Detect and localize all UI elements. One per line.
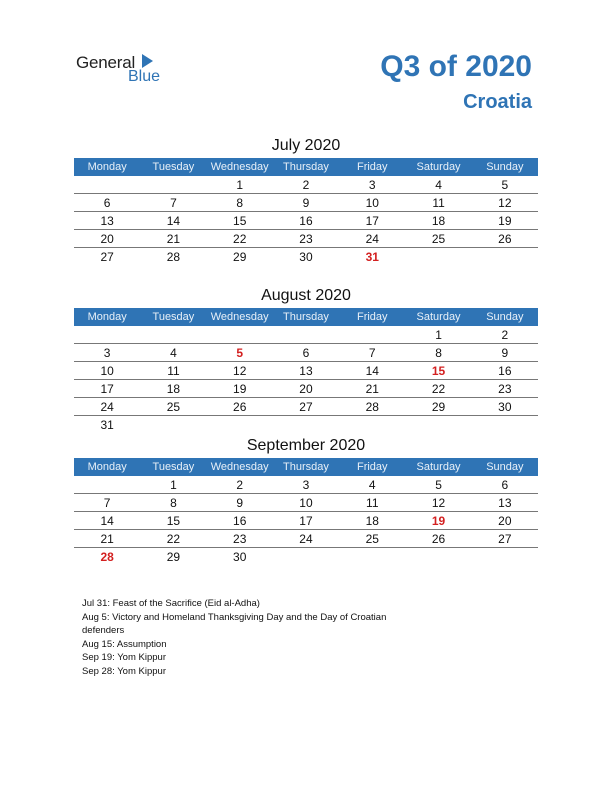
day-cell: 3 — [273, 476, 339, 494]
day-cell: 2 — [472, 326, 538, 344]
day-cell: 12 — [405, 494, 471, 512]
day-cell: 31 — [100, 417, 114, 432]
holiday-note: Jul 31: Feast of the Sacrifice (Eid al-Adha) — [82, 598, 260, 609]
day-cell — [472, 548, 538, 566]
day-cell: 13 — [472, 494, 538, 512]
holiday-day-cell: 15 — [405, 362, 471, 380]
day-cell: 3 — [74, 344, 140, 362]
week-row — [74, 494, 538, 512]
weekday-header: Wednesday — [207, 158, 273, 176]
day-cell: 25 — [140, 398, 206, 416]
holiday-note: Aug 15: Assumption — [82, 638, 167, 650]
holiday-day-cell: 28 — [100, 549, 114, 564]
week-row — [74, 362, 538, 380]
weekday-header: Thursday — [273, 308, 339, 326]
holiday-day-cell: 31 — [365, 249, 379, 264]
weekday-header: Wednesday — [207, 458, 273, 476]
day-cell: 24 — [273, 530, 339, 548]
day-cell — [140, 176, 206, 194]
day-cell — [472, 416, 538, 434]
day-cell: 4 — [140, 344, 206, 362]
day-cell: 10 — [273, 494, 339, 512]
day-cell: 6 — [74, 194, 140, 212]
day-cell: 25 — [339, 530, 405, 548]
day-cell: 8 — [405, 344, 471, 362]
weekday-header: Thursday — [273, 158, 339, 176]
day-cell: 16 — [472, 362, 538, 380]
day-cell: 14 — [74, 512, 140, 530]
weekday-header: Monday — [74, 458, 140, 476]
weekday-header: Wednesday — [207, 308, 273, 326]
day-cell — [74, 326, 140, 344]
day-cell: 15 — [207, 212, 273, 230]
holiday-note: Aug 5: Victory and Homeland Thanksgiving Day and the Day of Croatian defenders — [82, 611, 387, 636]
week-row — [74, 512, 538, 530]
day-cell: 20 — [472, 512, 538, 530]
day-cell — [207, 416, 273, 434]
day-cell: 10 — [339, 194, 405, 212]
day-cell: 24 — [74, 398, 140, 416]
weekday-header: Sunday — [472, 158, 538, 176]
day-cell — [273, 326, 339, 344]
weekday-header: Sunday — [472, 308, 538, 326]
day-cell — [339, 416, 405, 434]
day-cell: 17 — [339, 212, 405, 230]
day-cell: 26 — [207, 398, 273, 416]
weekday-header: Monday — [74, 308, 140, 326]
day-cell: 23 — [273, 230, 339, 248]
week-row — [74, 416, 538, 434]
holiday-day-cell: 5 — [207, 344, 273, 362]
day-cell: 6 — [472, 476, 538, 494]
day-cell: 14 — [339, 362, 405, 380]
day-cell: 18 — [405, 212, 471, 230]
day-cell: 30 — [299, 249, 313, 264]
day-cell: 22 — [405, 380, 471, 398]
day-cell — [405, 548, 471, 566]
day-cell: 26 — [405, 530, 471, 548]
weekday-header: Saturday — [405, 308, 471, 326]
day-cell — [207, 326, 273, 344]
day-cell: 27 — [273, 398, 339, 416]
week-row — [74, 380, 538, 398]
day-cell: 7 — [339, 344, 405, 362]
day-cell: 1 — [207, 176, 273, 194]
day-cell: 13 — [74, 212, 140, 230]
day-cell: 2 — [273, 176, 339, 194]
day-cell: 3 — [339, 176, 405, 194]
day-cell: 30 — [233, 549, 247, 564]
day-cell: 8 — [207, 194, 273, 212]
day-cell: 18 — [339, 512, 405, 530]
day-cell: 1 — [140, 476, 206, 494]
day-cell: 4 — [405, 176, 471, 194]
holiday-note: Sep 28: Yom Kippur — [82, 665, 166, 677]
month-title: July 2020 — [271, 137, 341, 154]
day-cell: 27 — [472, 530, 538, 548]
day-cell: 7 — [140, 194, 206, 212]
week-row — [74, 194, 538, 212]
day-cell: 12 — [472, 194, 538, 212]
weekday-header: Monday — [74, 158, 140, 176]
holiday-note: Sep 19: Yom Kippur — [82, 652, 166, 663]
day-cell — [74, 476, 140, 494]
brand-logo — [76, 53, 176, 89]
day-cell: 17 — [74, 380, 140, 398]
holiday-day-cell: 19 — [405, 512, 471, 530]
month-title: August 2020 — [261, 287, 351, 304]
day-cell: 12 — [207, 362, 273, 380]
week-row — [74, 530, 538, 548]
day-cell: 18 — [140, 380, 206, 398]
day-cell — [273, 548, 339, 566]
day-cell — [140, 416, 206, 434]
logo-general-text: General — [76, 53, 136, 72]
month-july — [74, 134, 538, 265]
day-cell: 19 — [207, 380, 273, 398]
month-september — [74, 434, 538, 565]
logo-blue-text: Blue — [128, 68, 161, 85]
week-row — [74, 548, 538, 566]
weekday-header: Friday — [339, 458, 405, 476]
day-cell: 16 — [273, 212, 339, 230]
weekday-header: Tuesday — [140, 308, 206, 326]
day-cell — [140, 326, 206, 344]
day-cell: 21 — [339, 380, 405, 398]
day-cell — [472, 248, 538, 266]
weekday-header: Thursday — [273, 458, 339, 476]
day-cell: 4 — [339, 476, 405, 494]
day-cell — [74, 176, 140, 194]
day-cell — [405, 416, 471, 434]
day-cell: 11 — [405, 194, 471, 212]
calendar-grid — [74, 308, 538, 433]
day-cell: 19 — [472, 212, 538, 230]
day-cell: 2 — [207, 476, 273, 494]
day-cell: 20 — [74, 230, 140, 248]
day-cell: 9 — [472, 344, 538, 362]
weekday-header: Friday — [339, 308, 405, 326]
week-row — [74, 212, 538, 230]
day-cell: 23 — [472, 380, 538, 398]
week-row — [74, 326, 538, 344]
calendar-grid — [74, 458, 538, 565]
day-cell: 5 — [472, 176, 538, 194]
day-cell: 9 — [273, 194, 339, 212]
day-cell: 29 — [233, 249, 247, 264]
day-cell: 28 — [339, 398, 405, 416]
day-cell: 6 — [273, 344, 339, 362]
day-cell: 24 — [339, 230, 405, 248]
weekday-header: Saturday — [405, 458, 471, 476]
day-cell: 20 — [273, 380, 339, 398]
day-cell: 15 — [140, 512, 206, 530]
day-cell — [339, 326, 405, 344]
day-cell: 30 — [472, 398, 538, 416]
day-cell — [273, 416, 339, 434]
holiday-notes — [82, 597, 422, 678]
weekday-header: Friday — [339, 158, 405, 176]
day-cell: 11 — [140, 362, 206, 380]
day-cell: 29 — [405, 398, 471, 416]
week-row — [74, 248, 538, 266]
day-cell: 22 — [207, 230, 273, 248]
week-row — [74, 476, 538, 494]
day-cell: 16 — [207, 512, 273, 530]
week-row — [74, 398, 538, 416]
day-cell: 25 — [405, 230, 471, 248]
weekday-header: Saturday — [405, 158, 471, 176]
day-cell: 8 — [140, 494, 206, 512]
page-title: Q3 of 2020 — [380, 50, 532, 83]
day-cell: 17 — [273, 512, 339, 530]
day-cell: 22 — [140, 530, 206, 548]
day-cell: 21 — [140, 230, 206, 248]
day-cell: 27 — [100, 249, 114, 264]
day-cell: 1 — [405, 326, 471, 344]
week-row — [74, 176, 538, 194]
month-august — [74, 284, 538, 433]
day-cell: 7 — [74, 494, 140, 512]
day-cell: 28 — [166, 249, 181, 264]
day-cell: 11 — [339, 494, 405, 512]
logo-flag-icon — [142, 54, 153, 68]
week-row — [74, 230, 538, 248]
day-cell: 21 — [74, 530, 140, 548]
day-cell: 5 — [405, 476, 471, 494]
week-row — [74, 344, 538, 362]
day-cell — [339, 548, 405, 566]
weekday-header: Tuesday — [140, 158, 206, 176]
country-name: Croatia — [463, 91, 532, 113]
day-cell: 13 — [273, 362, 339, 380]
calendar-grid — [74, 158, 538, 265]
day-cell: 14 — [140, 212, 206, 230]
day-cell: 23 — [207, 530, 273, 548]
day-cell: 26 — [472, 230, 538, 248]
month-title: September 2020 — [246, 437, 366, 454]
day-cell: 29 — [166, 549, 181, 564]
weekday-header: Tuesday — [140, 458, 206, 476]
day-cell: 10 — [74, 362, 140, 380]
day-cell: 9 — [207, 494, 273, 512]
weekday-header: Sunday — [472, 458, 538, 476]
day-cell — [405, 248, 471, 266]
